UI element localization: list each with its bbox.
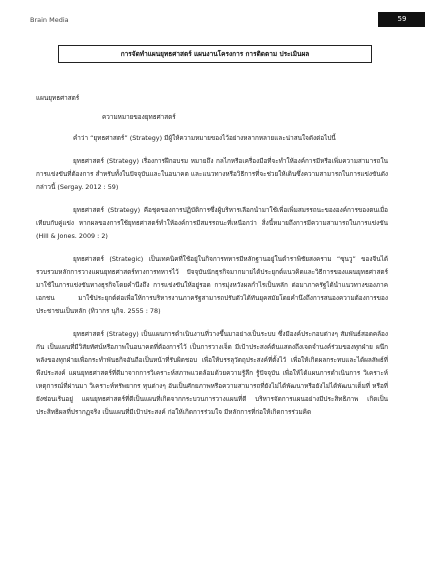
section-heading: แผนยุทธศาสตร์ <box>36 94 80 102</box>
chapter-title: การจัดทำแผนยุทธศาสตร์ แผนงานโครงการ การติดตาม ประเมินผล <box>58 45 372 63</box>
document-body <box>36 92 388 419</box>
paragraph: คำว่า “ยุทธศาสตร์” (Strategy) มีผู้ให้ความหมายของไว้อย่างหลากหลายและน่าสนใจดังต่อไปนี้ <box>73 134 336 142</box>
paragraph: ยุทธศาสตร์ (Strategic) เป็นเทคนิคที่ใช้อยู่ในกิจการทหารมีหลักฐานอยู่ในตำราพิชัยสงคราม “ซุนวู” ของจีนได้รวบรวมหลักการวางแผนยุทธศาสตร์ทางการทหารไว้ ปัจจุบันนักธุรกิจมากมายได้ประยุกต์แนวคิดและวิธีการของแผนยุทธศาสตร์มาใช้ในการแข่งขันทางธุรกิจโดยคำนึงถึง การแข่งขันให้อยู่รอด การมุ่งหวังผลกำไรเป็นหลัก ต่อมาภาครัฐได้นำแนวทางของภาคเอกชน มาใช้ประยุกต์ต่อเพื่อให้การบริหารงานภาครัฐสามารถปรับตัวได้ทันยุคสมัยโดยคำนึงถึงการสนองความต้องการของประชาชนเป็นหลัก (ทิวากร นุกิจ. 2555 : 78) <box>36 255 388 315</box>
paragraph: ยุทธศาสตร์ (Strategy) เป็นแผนการดำเนินงานที่วางขึ้นมาอย่างเป็นระบบ ซึ่งมีองค์ประกอบต่างๆ สัมพันธ์สอดคล้องกัน เป็นแผนที่มีวิสัยทัศน์หรือภาพในอนาคตที่ต้องการไว้ เป็นการวางเจ็ด มีเป้าประสงค์ต้นแสดงถึงเจตจำนงค์ร่วมของทุกฝ่าย ผนึกพลังของทุกฝ่ายเพื่อกระทำพันธกิจอันถือเป็นหน้าที่รับผิดชอบ เพื่อให้บรรลุวัตถุประสงค์ที่ตั้งไว้ เพื่อให้เกิดผลกระทบและได้ผลลัพธ์ที่พึงประสงค์ แผนยุทธศาสตร์ที่ดีมาจากการวิเคราะห์สภาพแวดล้อมด้วยความรู้ลึก รู้ปัจจุบัน เพื่อให้ได้แผนการดำเนินการ วิเคราะห์เหตุการณ์ที่ผ่านมา วิเคราะห์ทรัพยากร ทุนต่างๆ อันเป็นศักยภาพหรือความสามารถที่ยังไม่ได้พัฒนาหรือยังไม่ได้พัฒนาเต็มที่ หรือที่ยังซ่อนเร้นอยู่ แผนยุทธศาสตร์ที่ดีเป็นแผนที่เกิดจากกระบวนการวางแผนที่ดี บริหารจัดการแผนอย่างมีประสิทธิภาพ เกิดเป็นประสิทธิผลที่ปรากฏจริง เป็นแผนที่มีเป้าประสงค์ ก่อให้เกิดการร่วมใจ มีหลักการที่ก่อให้เกิดการร่วมคิด <box>36 330 388 416</box>
header-brand: Brain Media <box>30 16 69 24</box>
paragraph: ยุทธศาสตร์ (Strategy) คือชุดของการปฏิบัติการซึ่งผู้บริหารเลือกนำมาใช้เพื่อเพิ่มสมรรถนะขององค์การของตนเมื่อเทียบกับคู่แข่ง หากผลของการใช้ยุทธศาสตร์ทำให้องค์การมีสมรรถนะที่เหนือกว่า สิ่งนี้หมายถึงการมีความสามารถในการแข่งขัน (Hill & Jones. 2009 : 2) <box>36 206 388 240</box>
paragraph: ยุทธศาสตร์ (Strategy) เรื่องการฝึกอบรม หมายถึง กลไกหรือเครื่องมือที่จะทำให้องค์การมีหรือเพิ่มความสามารถในการแข่งขันที่ต้องการ สำหรับทั้งในปัจจุบันและในอนาคต และแนวทางหรือวิธีการที่จะช่วยให้เดินซึ่งความสามารถในการแข่งขันดังกล่าวนี้ (Sergay. 2012 : 59) <box>36 157 388 191</box>
sub-heading: ความหมายของยุทธศาสตร์ <box>102 113 176 121</box>
page-number: 59 <box>378 12 425 27</box>
